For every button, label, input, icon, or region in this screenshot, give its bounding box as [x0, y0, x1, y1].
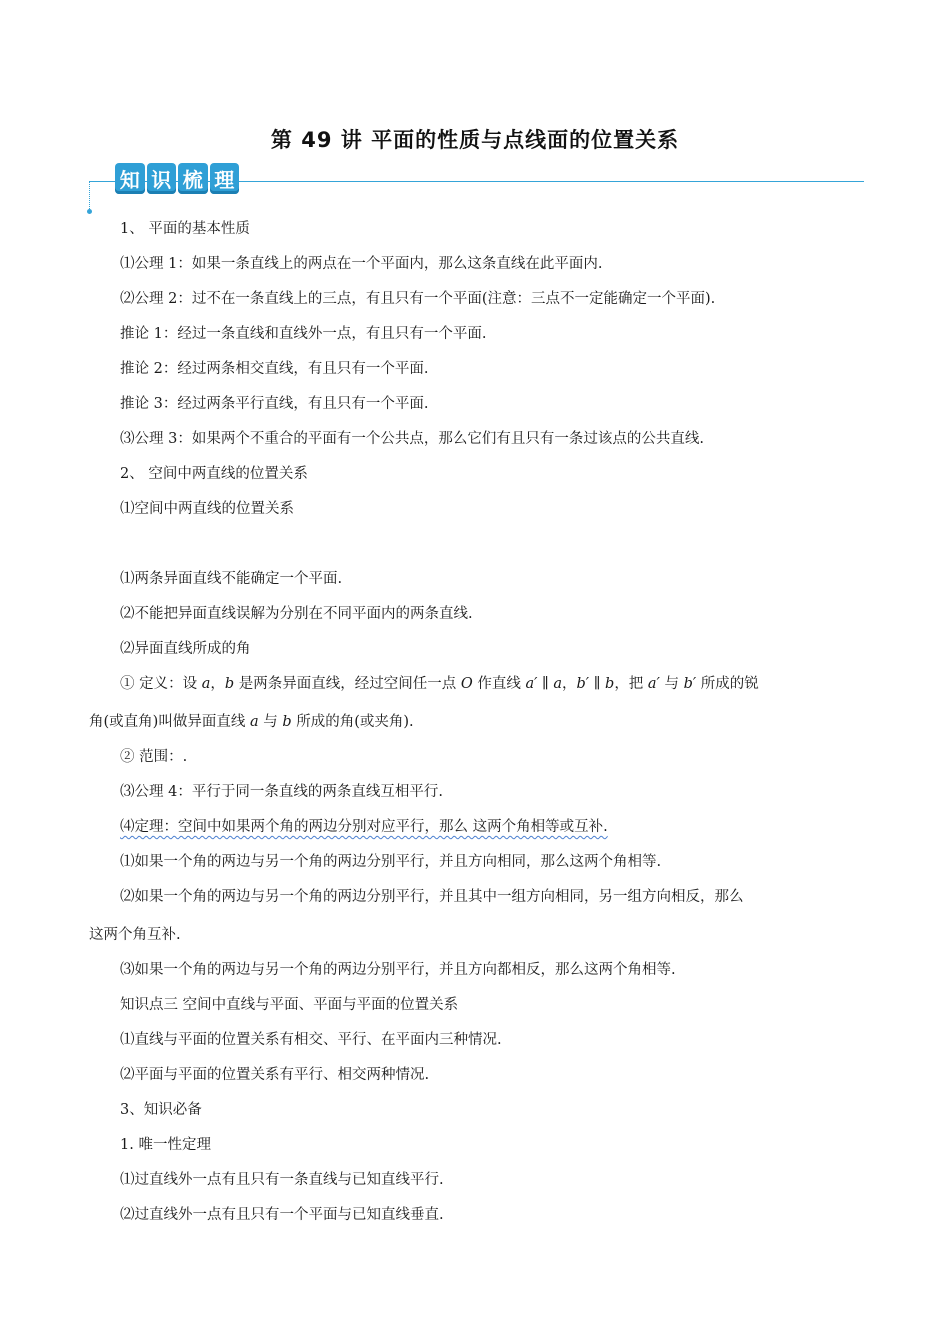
- skew-angle-definition: [120, 674, 759, 694]
- subheading-line-relations: ⑴空间中两直线的位置关系: [120, 501, 294, 517]
- angle-case-3: ⑶如果一个角的两边与另一个角的两边分别平行，并且方向都相反，那么这两个角相等.: [120, 962, 676, 978]
- var-a-prime: a′: [525, 676, 538, 692]
- heading-line-plane-relations: 知识点三 空间中直线与平面、平面与平面的位置关系: [120, 997, 459, 1013]
- text-run: 作直线: [472, 676, 526, 692]
- subheading-uniqueness: 1. 唯一性定理: [120, 1137, 211, 1153]
- angle-case-1: ⑴如果一个角的两边与另一个角的两边分别平行，并且方向相同，那么这两个角相等.: [120, 854, 662, 870]
- text-run: ∥: [537, 676, 554, 692]
- text-run: 所成的角(或夹角).: [291, 714, 414, 730]
- var-b-prime: b′: [576, 676, 590, 692]
- heading-knowledge: 3、知识必备: [120, 1102, 202, 1118]
- angle-theorem: [120, 817, 608, 837]
- var-b: b: [282, 714, 292, 730]
- skew-angle-definition-cont: [89, 712, 414, 732]
- angle-case-2-cont: 这两个角互补.: [89, 927, 181, 943]
- var-b: b: [224, 676, 235, 692]
- text-run: ① 定义：设: [120, 676, 202, 692]
- text-run: 与: [258, 714, 283, 730]
- text-run: 角(或直角)叫做异面直线: [89, 714, 250, 730]
- angle-case-2: ⑵如果一个角的两边与另一个角的两边分别平行，并且其中一组方向相同，另一组方向相反，那么: [120, 889, 744, 905]
- uniqueness-2: ⑵过直线外一点有且只有一个平面与已知直线垂直.: [120, 1207, 444, 1223]
- var-b-prime: b′: [683, 676, 697, 692]
- text-run: ∥: [589, 676, 606, 692]
- text-run: ，: [210, 676, 225, 692]
- section-banner: [115, 163, 239, 194]
- corollary-2: 推论 2：经过两条相交直线，有且只有一个平面.: [120, 361, 429, 377]
- var-b: b: [605, 676, 615, 692]
- banner-char: 知: [115, 163, 145, 194]
- text-run: 所成的锐: [696, 676, 759, 692]
- text-run: 是两条异面直线，经过空间任一点: [234, 676, 461, 692]
- var-O: O: [460, 676, 473, 692]
- axiom-4: ⑶公理 4：平行于同一条直线的两条直线互相平行.: [120, 784, 443, 800]
- uniqueness-1: ⑴过直线外一点有且只有一条直线与已知直线平行.: [120, 1172, 444, 1188]
- subheading-skew-angle: ⑵异面直线所成的角: [120, 641, 251, 657]
- angle-theorem-text: ⑷定理：空间中如果两个角的两边分别对应平行，那么 这两个角相等或互补.: [120, 819, 608, 835]
- skew-note-2: ⑵不能把异面直线误解为分别在不同平面内的两条直线.: [120, 606, 473, 622]
- axiom-2: ⑵公理 2：过不在一条直线上的三点，有且只有一个平面(注意：三点不一定能确定一个平面).: [120, 291, 716, 307]
- banner-char: 理: [210, 163, 240, 194]
- text-run: ，把: [614, 676, 648, 692]
- var-a-prime: a′: [647, 676, 660, 692]
- corollary-1: 推论 1：经过一条直线和直线外一点，有且只有一个平面.: [120, 326, 487, 342]
- banner-char: 识: [147, 163, 177, 194]
- section-banner-dot: [87, 209, 92, 214]
- axiom-3: ⑶公理 3：如果两个不重合的平面有一个公共点，那么它们有且只有一条过该点的公共直线.: [120, 431, 704, 447]
- section-banner-vertical-rule: [89, 181, 90, 211]
- skew-angle-range: ② 范围：.: [120, 749, 188, 765]
- axiom-1: ⑴公理 1：如果一条直线上的两点在一个平面内，那么这条直线在此平面内.: [120, 256, 603, 272]
- var-a: a: [249, 714, 259, 730]
- skew-note-1: ⑴两条异面直线不能确定一个平面.: [120, 571, 343, 587]
- page-title: 第 49 讲 平面的性质与点线面的位置关系: [270, 128, 680, 152]
- line-plane-relations: ⑴直线与平面的位置关系有相交、平行、在平面内三种情况.: [120, 1032, 502, 1048]
- text-run: 与: [659, 676, 684, 692]
- var-a: a: [201, 676, 211, 692]
- heading-line-relations: 2、 空间中两直线的位置关系: [120, 466, 308, 482]
- heading-plane-properties: 1、 平面的基本性质: [120, 221, 250, 237]
- banner-char: 梳: [178, 163, 208, 194]
- plane-plane-relations: ⑵平面与平面的位置关系有平行、相交两种情况.: [120, 1067, 430, 1083]
- corollary-3: 推论 3：经过两条平行直线，有且只有一个平面.: [120, 396, 429, 412]
- var-a: a: [553, 676, 563, 692]
- text-run: ，: [562, 676, 577, 692]
